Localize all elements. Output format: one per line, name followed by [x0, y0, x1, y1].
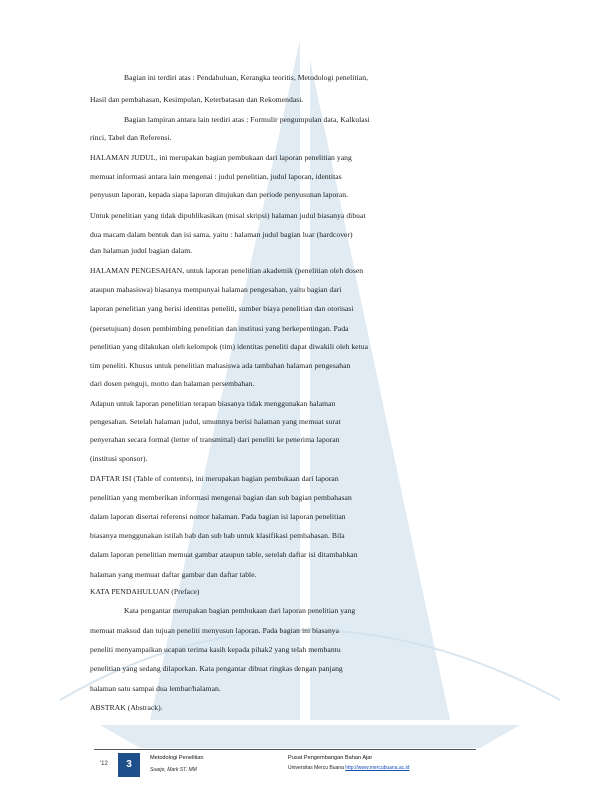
footer-center-name: Pusat Pengembangan Bahan Ajar — [288, 755, 373, 761]
body-text-line: HALAMAN JUDUL, ini merupakan bagian pembukaan dari laporan penelitian yang — [90, 153, 352, 162]
body-text-line: laporan penelitian yang berisi identitas peneliti, sumber biaya penelitian dan otorisasi — [90, 304, 354, 313]
body-text-line: peneliti menyampaikan ucapan terima kasih kepada pihak2 yang telah membantu — [90, 645, 341, 654]
body-text-line: ataupun mahasiswa) biasanya mempunyai halaman pengesahan, yaitu bagian dari — [90, 285, 342, 294]
body-text-line: Adapun untuk laporan penelitian terapan biasanya tidak menggunakan halaman — [90, 399, 336, 408]
footer-left-code: '12 — [100, 761, 108, 767]
body-text-line: dalam laporan disertai referensi nomor halaman. Pada bagian isi laporan penelitian — [90, 512, 346, 521]
footer-course-title: Metodologi Penelitian — [150, 755, 204, 761]
body-text-line: penelitian yang dilakukan oleh kelompok (tim) identitas peneliti dapat diwakili oleh ketua — [90, 342, 369, 351]
body-text-line: Hasil dan pembahasan, Kesimpulan, Keterbatasan dan Rekomendasi. — [90, 95, 304, 104]
university-name: Universitas Mercu Buana — [288, 765, 344, 771]
body-text-line: biasanya menggunakan istilah bab dan sub bab untuk klasifikasi pembahasan. Bila — [90, 531, 345, 540]
body-text-line: Untuk penelitian yang tidak dipublikasikan (misal skripsi) halaman judul biasanya dibuat — [90, 211, 366, 220]
body-text-line: (persetujuan) dosen pembimbing penelitian dan institusi yang berkepentingan. Pada — [90, 324, 349, 333]
footer-divider — [94, 749, 476, 750]
body-text-line: ABSTRAK (Abstrack). — [90, 703, 163, 712]
body-text-line: memuat maksud dan tujuan peneliti menyusun laporan. Pada bagian ini biasanya — [90, 626, 340, 635]
body-text-line: penelitian yang sedang dilaporkan. Kata pengantar dibuat ringkas dengan panjang — [90, 664, 343, 673]
university-url-link[interactable]: http://www.mercubuana.ac.id — [345, 765, 410, 771]
body-text-line: dan halaman judul bagian dalam. — [90, 246, 193, 255]
body-text-line: dari dosen penguji, motto dan halaman persembahan. — [90, 379, 255, 388]
body-text-line: rinci, Tabel dan Referensi. — [90, 133, 172, 142]
body-text-line: tim peneliti. Khusus untuk penelitian mahasiswa ada tambahan halaman pengesahan — [90, 361, 351, 370]
body-text-line: KATA PENDAHULUAN (Preface) — [90, 587, 200, 596]
body-text-line: Bagian ini terdiri atas : Pendahuluan, Kerangka teoritis, Metodologi penelitian, — [124, 73, 368, 82]
body-text-line: DAFTAR ISI (Table of contents), ini merupakan bagian pembukaan dari laporan — [90, 474, 339, 483]
body-text-line: dua macam dalam bentuk dan isi sama, yaitu : halaman judul bagian luar (hardcover) — [90, 230, 353, 239]
page-number-badge: 3 — [118, 753, 140, 777]
body-text-line: dalam laporan penelitian memuat gambar ataupun table, setelah daftar isi ditambahkan — [90, 550, 358, 559]
body-text-line: (institusi sponsor). — [90, 454, 148, 463]
body-text-line: penelitian yang memberikan informasi mengenai bagian dan sub bagian pembahasan — [90, 493, 352, 502]
body-text-line: HALAMAN PENGESAHAN, untuk laporan penelitian akademik (penelitian oleh dosen — [90, 266, 364, 275]
body-text-line: halaman satu sampai dua lembar/halaman. — [90, 684, 221, 693]
body-text-line: Kata pengantar merupakan bagian pembukaan dari laporan penelitian yang — [124, 606, 356, 615]
body-text-line: penyerahan secara formal (letter of transmittal) dari peneliti ke penerima laporan — [90, 435, 340, 444]
body-text-line: halaman yang memuat daftar gambar dan daftar table. — [90, 570, 257, 579]
body-text-line: penyusun laporan, kepada siapa laporan ditujukan dan periode penyusunan laporan. — [90, 190, 349, 199]
body-text-line: Bagian lampiran antara lain terdiri atas : Formulir pengumpulan data, Kalkulasi — [124, 115, 370, 124]
footer-university — [288, 765, 409, 771]
body-text-line: memuat informasi antara lain mengenai : judul penelitian, judul laporan, identitas — [90, 172, 342, 181]
footer-authors: Suarjo, Mark ST, MM — [150, 767, 197, 773]
body-text-line: pengesahan. Setelah halaman judul, umumnya berisi halaman yang memuat surat — [90, 417, 341, 426]
